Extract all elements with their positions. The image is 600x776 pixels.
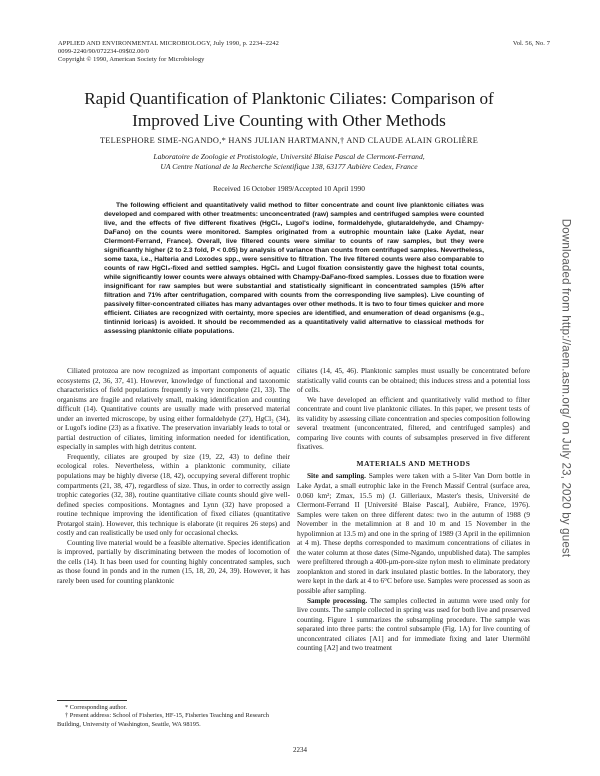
received-dates: Received 16 October 1989/Accepted 10 April 1990 <box>213 184 365 193</box>
intro-paragraph-2: Frequently, ciliates are grouped by size (19, 22, 43) to define their ecological roles. Nevertheless, within a planktonic community, ciliate populations may be highly diverse (18, 42), occupying several different trophic compartments (21, 38, 47), regardless of size. Thus, in order to correctly assign trophic categories (32, 38), routine quantitative ciliate counts should give well-defined species compositions. Montagnes and Lynn (32) have proposed a routine technique improving the identification of fixed ciliates (quantitative Protargol stain). However, this technique is elaborate (it requires 26 steps) and costly and can realistically be used only for occasional checks. <box>57 452 290 538</box>
processing-text: The samples collected in autumn were used only for live counts. The sample collected in spring was used for both live and preserved counting. Figure 1 summarizes the subsampling procedure. The sample was separated into three parts: the control subsample (Fig. 1A) for live counting of unconcentrated ciliates [A1] and for immediate fixing and later Utermöhl counting [A2] and two treatment <box>297 596 530 653</box>
site-runin-heading: Site and sampling. <box>307 472 366 481</box>
methods-paragraph-site <box>297 472 530 596</box>
author-list: TELESPHORE SIME-NGANDO,* HANS JULIAN HARTMANN,† AND CLAUDE ALAIN GROLIÈRE <box>99 136 479 145</box>
download-watermark: Downloaded from http://aem.asm.org/ on July 23, 2020 by guest <box>559 218 573 558</box>
intro-paragraph-4: ciliates (14, 45, 46). Planktonic samples must usually be concentrated before statistically valid counts can be obtained; this induces stress and a potential loss of cells. <box>297 367 530 395</box>
affiliation-line-2: UA Centre National de la Recherche Scientifique 138, 63177 Aubière Cedex, France <box>160 162 418 171</box>
intro-paragraph-1: Ciliated protozoa are now recognized as important components of aquatic ecosystems (2, 36, 37, 41). However, knowledge of functional and taxonomic characteristics of field populations frequently is very incomplete (21, 33). The organisms are fragile and relatively small, making identification and counting difficult (14). Quantitative counts are usually made with preserved material under an inverted microscope, by using either formaldehyde (27), HgCl₂ (34), or Lugol's iodine (23) as a fixative. The preservation invariably leads to total or partial destruction of ciliates, limiting information needed for identification, especially in samples with high detritus content. <box>57 367 290 452</box>
journal-citation: APPLIED AND ENVIRONMENTAL MICROBIOLOGY, July 1990, p. 2234–2242 <box>58 40 279 47</box>
footnote-corresponding: * Corresponding author. <box>65 704 127 711</box>
left-column <box>57 367 290 587</box>
footnotes <box>57 700 290 729</box>
page-number: 2234 <box>293 746 307 754</box>
abstract: The following efficient and quantitatively valid method to filter concentrate and count live planktonic ciliates was developed and compared with other treatments: unconcentrated (raw) samples and centrifuged samples were counted live, and the effects of five different fixatives (HgCl₂, Lugol's iodine, formaldehyde, glutaraldehyde, and Champy-DaFano) on the counts were monitored. Samples originated from a eutrophic mountain lake (Lake Aydat, near Clermont-Ferrand, France). Overall, live filtered counts were similar to counts of raw samples, but they were significantly higher (2 to 2.3 fold, P < 0.05) by analysis of variance than counts from centrifuged samples. Nevertheless, some taxa, i.e., Halteria and Loxodes spp., were sensitive to filtration. The live filtered counts were also comparable to counts of raw HgCl₂-fixed and settled samples. HgCl₂ and Lugol fixation consistently gave the highest total counts, while significantly lower counts were always obtained with Champy-DaFano-fixed samples. Losses due to fixation were insignificant for raw samples but were substantial and statistically significant in concentrated samples (15% after filtration and 71% after centrifugation, compared with counts from the corresponding live samples). Live counting of passively filter-concentrated ciliates has many advantages over other methods. It is two to four times quicker and more efficient. Ciliates are recognized with certainty, more species are identified, and enumeration of dead organisms (e.g., tintinnid loricas) is avoided. It should be recommended as a quantitatively valid alternative to classical methods for assessing planktonic ciliate populations. <box>104 202 484 336</box>
footnote-rule <box>57 700 127 701</box>
article-title: Rapid Quantification of Planktonic Ciliates: Comparison of Improved Live Counting with Other Methods <box>84 89 494 130</box>
copyright-line: Copyright © 1990, American Society for Microbiology <box>58 56 205 63</box>
issn-line: 0099-2240/90/072234-09$02.00/0 <box>58 48 149 55</box>
site-text: Samples were taken with a 5-liter Van Dorn bottle in Lake Aydat, a small eutrophic lake in the French Massif Central (surface area, 0.060 km²; Zmax, 15.5 m) (J. Gilleriaux, Master's thesis, Université de Clermont-Ferrand II [Université Blaise Pascal], Aubière, France, 1976). Samples were taken on three different dates: two in the autumn of 1988 (9 November in the metalimnion at 8 and 10 m and 15 November in the hypolimnion at 13.5 m) and one in the spring of 1989 (3 April in the epilimnion at 4 m). These depths corresponded to maximum concentrations of ciliates in the water column at those dates (Sime-Ngando, unpublished data). The samples were prefiltered through a 400-µm-pore-size nylon mesh to eliminate predatory zooplankton and stored in dark insulated plastic bottles. In the laboratory, they were kept in the dark at 4 to 6°C before use. Samples were processed as soon as possible after sampling. <box>297 472 531 596</box>
running-header-left <box>58 40 358 64</box>
methods-paragraph-processing <box>297 597 530 654</box>
affiliation <box>50 152 528 172</box>
footnote-present-address: † Present address: School of Fisheries, HF-15, Fisheries Teaching and Research Building, University of Washington, Seattle, WA 98195. <box>57 712 269 728</box>
volume-line: Vol. 56, No. 7 <box>512 40 550 47</box>
processing-runin-heading: Sample processing. <box>307 596 368 605</box>
intro-paragraph-5: We have developed an efficient and quantitatively valid method to filter concentrate and count live planktonic ciliates. In this paper, we present tests of its validity by assessing ciliate concentration and species composition following several treatment (unconcentrated, filtered, and centrifuged samples) and comparing live counts with counts of subsamples preserved in five different fixatives. <box>297 395 530 452</box>
section-heading: MATERIALS AND METHODS <box>356 458 471 468</box>
affiliation-line-1: Laboratoire de Zoologie et Protistologie, Université Blaise Pascal de Clermont-Ferrand, <box>153 152 425 161</box>
right-column <box>297 367 530 654</box>
intro-paragraph-3: Counting live material would be a feasible alternative. Species identification is improved, partially by discriminating between the modes of locomotion of the cells (14). It has been used for counting highly concentrated samples, such as those found in ponds and in the rumen (15, 18, 20, 24, 39). However, it has rarely been used for counting planktonic <box>57 538 290 586</box>
